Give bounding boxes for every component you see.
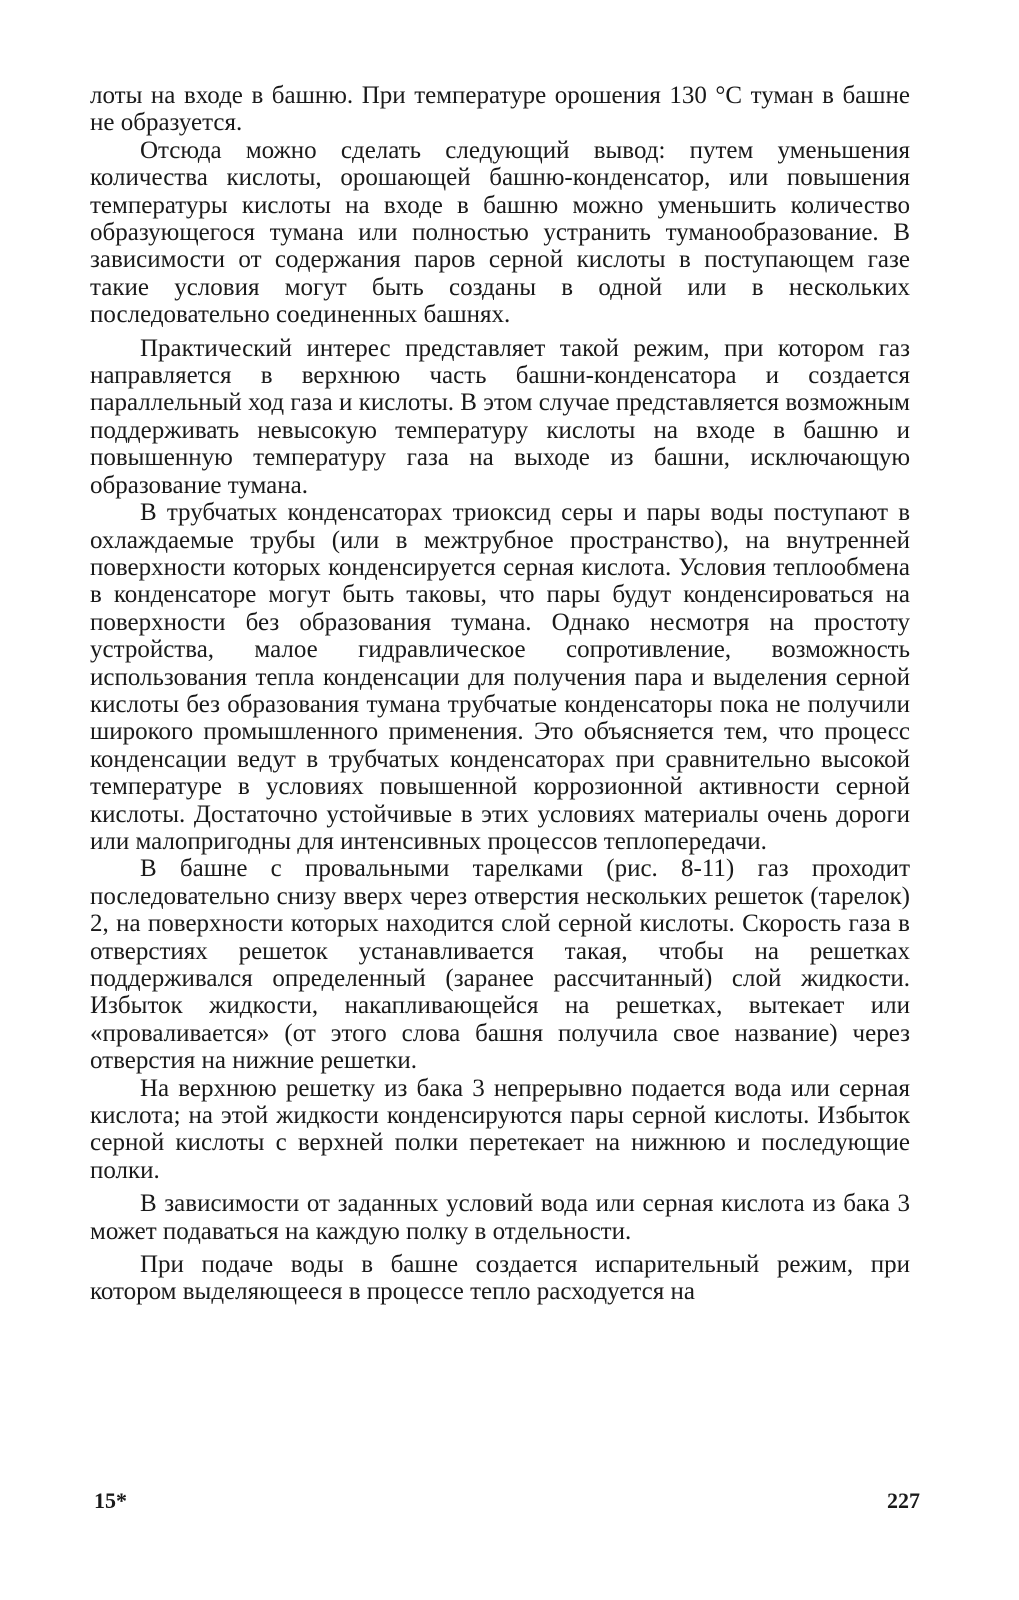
printer-signature: 15* — [94, 1488, 127, 1513]
body-text — [90, 82, 910, 1306]
paragraph-8: При подаче воды в башне создается испарительный режим, при котором выделяющееся в процессе тепло расходуется на — [90, 1251, 910, 1306]
paragraph-4: В трубчатых конденсаторах триоксид серы и пары воды поступают в охлаждаемые трубы (или в межтрубное пространство), на внутренней поверхности которых конденсируется серная кислота. Условия теплообмена в конденсаторе могут быть таковы, что пары будут конденсироваться на поверхности без образования тумана. Однако несмотря на простоту устройства, малое гидравлическое сопротивление, возможность использования тепла конденсации для получения пара и выделения серной кислоты без образования тумана трубчатые конденсаторы пока не получили широкого промышленного применения. Это объясняется тем, что процесс конденсации ведут в трубчатых конденсаторах при сравнительно высокой температуре в условиях повышенной коррозионной активности серной кислоты. Достаточно устойчивые в этих условиях материалы очень дороги или малопригодны для интенсивных процессов теплопередачи. — [90, 499, 910, 855]
paragraph-6: На верхнюю решетку из бака 3 непрерывно подается вода или серная кислота; на этой жидкости конденсируются пары серной кислоты. Избыток серной кислоты с верхней полки перетекает на нижнюю и последующие полки. — [90, 1074, 910, 1184]
paragraph-3: Практический интерес представляет такой режим, при котором газ направляется в верхнюю часть башни-конденсатора и создается параллельный ход газа и кислоты. В этом случае представляется возможным поддерживать невысокую температуру кислоты на входе в башню и повышенную температуру газа на выходе из башни, исключающую образование тумана. — [90, 334, 910, 499]
paragraph-1: лоты на входе в башню. При температуре орошения 130 °С туман в башне не образуется. — [90, 82, 910, 137]
page-footer — [90, 1488, 920, 1518]
paragraph-7: В зависимости от заданных условий вода или серная кислота из бака 3 может подаваться на каждую полку в отдельности. — [90, 1190, 910, 1245]
paragraph-5: В башне с провальными тарелками (рис. 8-11) газ проходит последовательно снизу вверх через отверстия нескольких решеток (тарелок) 2, на поверхности которых находится слой серной кислоты. Скорость газа в отверстиях решеток устанавливается такая, чтобы на решетках поддерживался определенный (заранее рассчитанный) слой жидкости. Избыток жидкости, накапливающейся на решетках, вытекает или «проваливается» (от этого слова башня получила свое название) через отверстия на нижние решетки. — [90, 855, 910, 1075]
paragraph-2: Отсюда можно сделать следующий вывод: путем уменьшения количества кислоты, орошающей башню-конденсатор, или повышения температуры кислоты на входе в башню можно уменьшить количество образующегося тумана или полностью устранить туманообразование. В зависимости от содержания паров серной кислоты в поступающем газе такие условия могут быть созданы в одной или в нескольких последовательно соединенных башнях. — [90, 136, 910, 329]
page-number: 227 — [887, 1488, 920, 1513]
